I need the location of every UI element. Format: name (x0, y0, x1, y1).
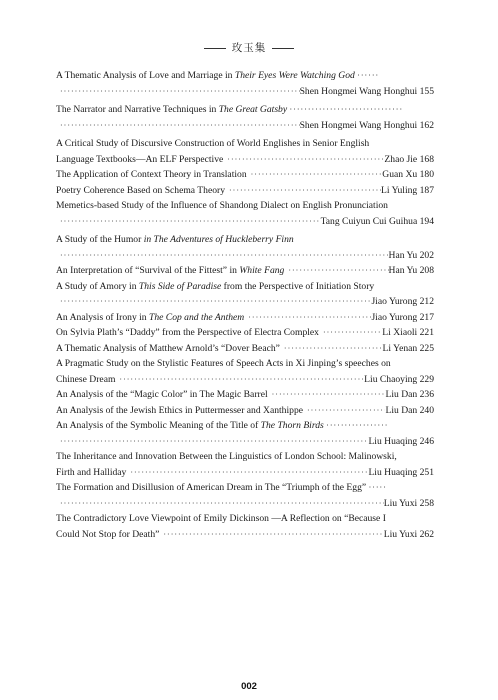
toc-entry: An Analysis of the “Magic Color” in The Magic Barrel ····· Liu Dan 236 (56, 387, 434, 403)
toc-entry-page: 168 (419, 153, 434, 165)
toc-entry-author-line (56, 496, 434, 512)
toc-entry-author-line (56, 434, 434, 450)
toc-entry-title-line: A Pragmatic Study on the Stylistic Features of Speech Acts in Xi Jinping’s speeches on (56, 358, 391, 369)
toc-entry-title-line: The Contradictory Love Viewpoint of Emily Dickinson —A Reflection on “Because I (56, 513, 386, 524)
toc-entry-title-line: The Inheritance and Innovation Between the Linguistics of London School: Malinowski, (56, 451, 397, 462)
toc-entry-author: Liu Huaqing (368, 435, 418, 447)
toc-entry-author: Liu Huaqing (368, 466, 418, 478)
header-rule-right (272, 48, 294, 49)
table-of-contents (56, 68, 434, 542)
toc-entry-author: Tang Cuiyun Cui Guihua (320, 215, 418, 227)
toc-entry-author: Liu Dan (385, 404, 418, 416)
toc-entry-author: Guan Xu (382, 169, 418, 180)
toc-entry-page: 246 (419, 435, 434, 447)
toc-entry-page: 221 (419, 327, 434, 338)
toc-entry-author-line (56, 118, 434, 134)
toc-entry-page: 258 (419, 497, 434, 509)
toc-entry: The Application of Context Theory in Translation ····· Guan Xu 180 (56, 167, 434, 183)
toc-entry-author: Li Yenan (382, 342, 418, 354)
toc-entry-author: Jiao Yurong (371, 296, 418, 307)
toc-entry-author: Li Yuling (381, 184, 418, 196)
toc-entry-author-line (56, 214, 434, 230)
toc-entry-page: 229 (419, 373, 434, 385)
toc-entry-page: 208 (419, 265, 434, 276)
toc-entry-author: Jiao Yurong (371, 311, 418, 323)
toc-entry-title-line: Memetics-based Study of the Influence of Shandong Dialect on English Pronunciation (56, 200, 388, 211)
toc-entry-author: Liu Yuxi (383, 528, 418, 540)
toc-entry-author-line: Could Not Stop for Death” ····· Liu Yuxi 262 (56, 527, 434, 543)
toc-entry-author-line: Language Textbooks—An ELF Perspective ····· Zhao Jie 168 (56, 152, 434, 168)
toc-entry: An Analysis of the Jewish Ethics in Puttermesser and Xanthippe ····· Liu Dan 240 (56, 403, 434, 419)
toc-entry: An Analysis of Irony in The Cop and the Anthem ····· Jiao Yurong 217 (56, 310, 434, 326)
toc-entry-author: Liu Yuxi (383, 497, 418, 509)
toc-entry-page: 225 (419, 342, 434, 354)
running-header (0, 40, 498, 55)
toc-entry-author-line (56, 294, 434, 310)
toc-entry-page: 202 (419, 249, 434, 261)
toc-entry-page: 217 (419, 311, 434, 323)
toc-entry-author: Zhao Jie (384, 153, 418, 165)
toc-entry-author: Liu Chaoying (364, 373, 418, 385)
toc-entry: An Interpretation of “Survival of the Fittest” in White Fang ····· Han Yu 208 (56, 263, 434, 279)
toc-entry-page: 180 (419, 169, 434, 180)
toc-entry: Poetry Coherence Based on Schema Theory ····· Li Yuling 187 (56, 183, 434, 199)
toc-entry-author: Shen Hongmei Wang Honghui (299, 119, 418, 131)
toc-entry-page: 212 (419, 296, 434, 307)
toc-entry-page: 187 (419, 184, 434, 196)
toc-entry-page: 236 (419, 389, 434, 400)
toc-entry-title-line: The Narrator and Narrative Techniques in The Great Gatsby ······························· (56, 104, 404, 115)
toc-entry-title-line: A Study of Amory in This Side of Paradise from the Perspective of Initiation Story (56, 280, 375, 292)
toc-entry-title-line: An Analysis of the Symbolic Meaning of the Title of The Thorn Birds ················· (56, 420, 389, 431)
toc-entry-page: 240 (419, 404, 434, 416)
toc-entry-title-line: A Thematic Analysis of Love and Marriage in Their Eyes Were Watching God ······ (56, 70, 380, 81)
toc-entry-page: 155 (419, 85, 434, 97)
toc-entry: On Sylvia Plath’s “Daddy” from the Perspective of Electra Complex ····· Li Xiaoli 221 (56, 325, 434, 341)
toc-entry: A Thematic Analysis of Matthew Arnold’s “Dover Beach” ····· Li Yenan 225 (56, 341, 434, 357)
header-rule-left (204, 48, 226, 49)
header-title: 玫玉集 (231, 43, 267, 54)
toc-entry-title-line: A Critical Study of Discursive Construction of World Englishes in Senior English (56, 138, 370, 149)
toc-entry-author-line (56, 248, 434, 264)
toc-entry-author-line (56, 84, 434, 100)
page-number: 002 (241, 681, 257, 692)
toc-entry-author: Shen Hongmei Wang Honghui (299, 85, 418, 97)
toc-entry-author: Li Xiaoli (382, 327, 418, 338)
toc-entry-author-line: Chinese Dream ····· Liu Chaoying 229 (56, 372, 434, 388)
toc-entry-author: Liu Dan (385, 389, 418, 400)
toc-entry-title-line: A Study of the Humor in The Adventures of Huckleberry Finn (56, 234, 294, 245)
toc-entry-page: 162 (419, 119, 434, 131)
toc-entry-author: Han Yu (388, 265, 418, 276)
toc-entry-title-line: The Formation and Disillusion of American Dream in The “Triumph of the Egg” ····· (56, 482, 387, 493)
toc-entry-page: 194 (419, 215, 434, 227)
toc-entry-page: 251 (419, 466, 434, 478)
toc-entry-page: 262 (419, 528, 434, 540)
toc-entry-author-line: Firth and Halliday ····· Liu Huaqing 251 (56, 465, 434, 481)
toc-entry-author: Han Yu (388, 249, 418, 261)
